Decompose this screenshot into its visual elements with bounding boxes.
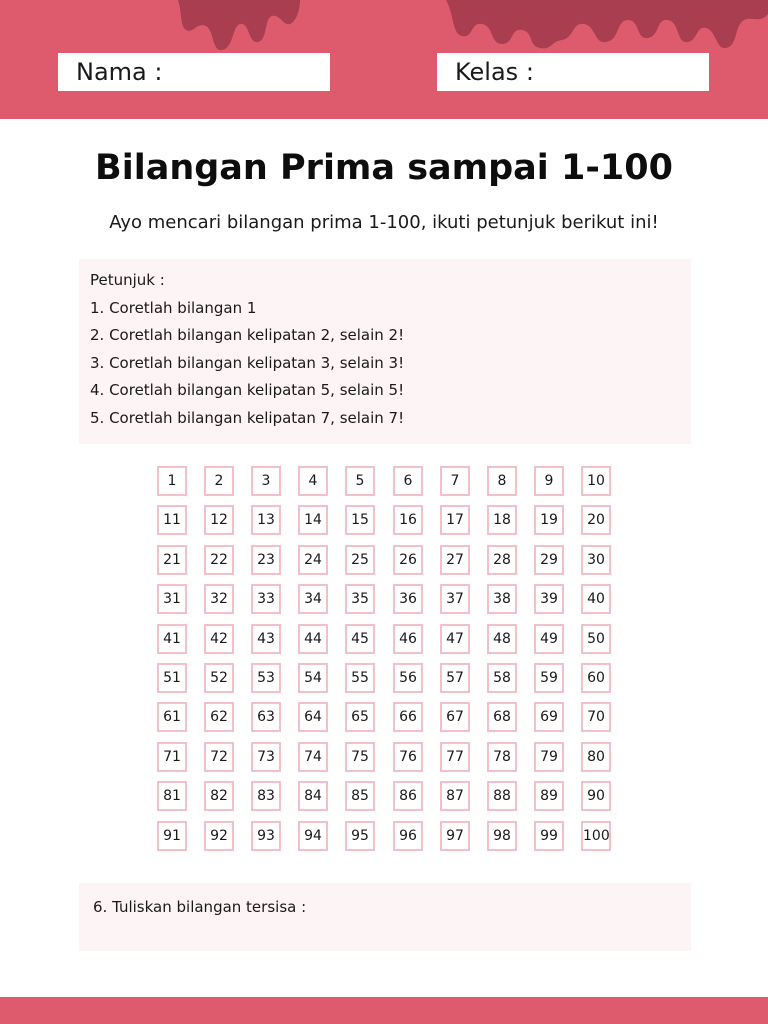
number-cell-80[interactable]: 80 — [581, 742, 611, 772]
number-cell-74[interactable]: 74 — [298, 742, 328, 772]
number-cell-69[interactable]: 69 — [534, 702, 564, 732]
number-cell-37[interactable]: 37 — [440, 584, 470, 614]
number-cell-83[interactable]: 83 — [251, 781, 281, 811]
number-cell-43[interactable]: 43 — [251, 624, 281, 654]
number-cell-15[interactable]: 15 — [345, 505, 375, 535]
number-cell-94[interactable]: 94 — [298, 821, 328, 851]
number-cell-5[interactable]: 5 — [345, 466, 375, 496]
number-cell-61[interactable]: 61 — [157, 702, 187, 732]
number-cell-64[interactable]: 64 — [298, 702, 328, 732]
number-cell-85[interactable]: 85 — [345, 781, 375, 811]
number-cell-67[interactable]: 67 — [440, 702, 470, 732]
number-cell-90[interactable]: 90 — [581, 781, 611, 811]
number-cell-33[interactable]: 33 — [251, 584, 281, 614]
number-cell-71[interactable]: 71 — [157, 742, 187, 772]
number-cell-54[interactable]: 54 — [298, 663, 328, 693]
number-cell-8[interactable]: 8 — [487, 466, 517, 496]
number-cell-63[interactable]: 63 — [251, 702, 281, 732]
number-cell-3[interactable]: 3 — [251, 466, 281, 496]
number-cell-95[interactable]: 95 — [345, 821, 375, 851]
number-cell-1[interactable]: 1 — [157, 466, 187, 496]
number-cell-70[interactable]: 70 — [581, 702, 611, 732]
number-cell-77[interactable]: 77 — [440, 742, 470, 772]
instructions-heading: Petunjuk : — [90, 271, 165, 289]
name-label: Nama : — [76, 58, 163, 86]
number-cell-68[interactable]: 68 — [487, 702, 517, 732]
instruction-item: 1. Coretlah bilangan 1 — [90, 298, 257, 317]
number-cell-30[interactable]: 30 — [581, 545, 611, 575]
number-cell-87[interactable]: 87 — [440, 781, 470, 811]
number-cell-88[interactable]: 88 — [487, 781, 517, 811]
number-cell-31[interactable]: 31 — [157, 584, 187, 614]
name-field[interactable] — [58, 53, 330, 91]
number-cell-34[interactable]: 34 — [298, 584, 328, 614]
number-cell-2[interactable]: 2 — [204, 466, 234, 496]
paint-drip-decoration — [0, 0, 768, 60]
number-cell-28[interactable]: 28 — [487, 545, 517, 575]
number-cell-29[interactable]: 29 — [534, 545, 564, 575]
number-cell-66[interactable]: 66 — [393, 702, 423, 732]
number-cell-48[interactable]: 48 — [487, 624, 517, 654]
number-cell-38[interactable]: 38 — [487, 584, 517, 614]
number-cell-10[interactable]: 10 — [581, 466, 611, 496]
number-cell-73[interactable]: 73 — [251, 742, 281, 772]
instruction-item: 2. Coretlah bilangan kelipatan 2, selain 2! — [90, 326, 405, 344]
number-cell-45[interactable]: 45 — [345, 624, 375, 654]
number-cell-40[interactable]: 40 — [581, 584, 611, 614]
number-cell-79[interactable]: 79 — [534, 742, 564, 772]
answer-panel[interactable] — [79, 883, 691, 951]
number-cell-25[interactable]: 25 — [345, 545, 375, 575]
number-cell-44[interactable]: 44 — [298, 624, 328, 654]
number-cell-76[interactable]: 76 — [393, 742, 423, 772]
number-cell-81[interactable]: 81 — [157, 781, 187, 811]
number-cell-4[interactable]: 4 — [298, 466, 328, 496]
number-cell-49[interactable]: 49 — [534, 624, 564, 654]
number-cell-51[interactable]: 51 — [157, 663, 187, 693]
number-cell-41[interactable]: 41 — [157, 624, 187, 654]
number-cell-53[interactable]: 53 — [251, 663, 281, 693]
number-cell-84[interactable]: 84 — [298, 781, 328, 811]
number-cell-20[interactable]: 20 — [581, 505, 611, 535]
page-subtitle: Ayo mencari bilangan prima 1-100, ikuti petunjuk berikut ini! — [109, 212, 659, 233]
number-cell-92[interactable]: 92 — [204, 821, 234, 851]
number-cell-60[interactable]: 60 — [581, 663, 611, 693]
number-cell-24[interactable]: 24 — [298, 545, 328, 575]
number-cell-62[interactable]: 62 — [204, 702, 234, 732]
number-cell-46[interactable]: 46 — [393, 624, 423, 654]
number-cell-82[interactable]: 82 — [204, 781, 234, 811]
number-cell-65[interactable]: 65 — [345, 702, 375, 732]
number-cell-16[interactable]: 16 — [393, 505, 423, 535]
number-cell-58[interactable]: 58 — [487, 663, 517, 693]
number-cell-21[interactable]: 21 — [157, 545, 187, 575]
number-cell-11[interactable]: 11 — [157, 505, 187, 535]
number-cell-100[interactable]: 100 — [581, 821, 611, 851]
number-cell-72[interactable]: 72 — [204, 742, 234, 772]
number-cell-23[interactable]: 23 — [251, 545, 281, 575]
number-cell-18[interactable]: 18 — [487, 505, 517, 535]
answer-prompt: 6. Tuliskan bilangan tersisa : — [93, 898, 307, 916]
number-cell-96[interactable]: 96 — [393, 821, 423, 851]
number-cell-17[interactable]: 17 — [440, 505, 470, 535]
number-cell-7[interactable]: 7 — [440, 466, 470, 496]
number-cell-59[interactable]: 59 — [534, 663, 564, 693]
instruction-item: 3. Coretlah bilangan kelipatan 3, selain 3! — [90, 353, 405, 372]
number-cell-27[interactable]: 27 — [440, 545, 470, 575]
number-cell-97[interactable]: 97 — [440, 821, 470, 851]
number-cell-22[interactable]: 22 — [204, 545, 234, 575]
header-banner — [0, 0, 768, 119]
class-field[interactable] — [437, 53, 709, 91]
number-cell-35[interactable]: 35 — [345, 584, 375, 614]
number-cell-32[interactable]: 32 — [204, 584, 234, 614]
number-cell-89[interactable]: 89 — [534, 781, 564, 811]
number-cell-36[interactable]: 36 — [393, 584, 423, 614]
footer-bar — [0, 997, 768, 1024]
number-cell-14[interactable]: 14 — [298, 505, 328, 535]
number-cell-75[interactable]: 75 — [345, 742, 375, 772]
number-cell-93[interactable]: 93 — [251, 821, 281, 851]
number-cell-39[interactable]: 39 — [534, 584, 564, 614]
page-title: Bilangan Prima sampai 1-100 — [95, 148, 673, 188]
number-cell-12[interactable]: 12 — [204, 505, 234, 535]
instructions-panel — [79, 259, 691, 444]
instruction-item: 4. Coretlah bilangan kelipatan 5, selain 5! — [90, 381, 405, 399]
number-cell-50[interactable]: 50 — [581, 624, 611, 654]
number-cell-57[interactable]: 57 — [440, 663, 470, 693]
number-cell-78[interactable]: 78 — [487, 742, 517, 772]
number-cell-47[interactable]: 47 — [440, 624, 470, 654]
instruction-item: 5. Coretlah bilangan kelipatan 7, selain 7! — [90, 408, 405, 427]
number-cell-99[interactable]: 99 — [534, 821, 564, 851]
number-cell-9[interactable]: 9 — [534, 466, 564, 496]
number-cell-19[interactable]: 19 — [534, 505, 564, 535]
number-cell-86[interactable]: 86 — [393, 781, 423, 811]
number-cell-98[interactable]: 98 — [487, 821, 517, 851]
number-cell-6[interactable]: 6 — [393, 466, 423, 496]
number-cell-55[interactable]: 55 — [345, 663, 375, 693]
number-cell-26[interactable]: 26 — [393, 545, 423, 575]
number-cell-13[interactable]: 13 — [251, 505, 281, 535]
class-label: Kelas : — [455, 58, 534, 86]
number-cell-91[interactable]: 91 — [157, 821, 187, 851]
number-cell-52[interactable]: 52 — [204, 663, 234, 693]
number-cell-56[interactable]: 56 — [393, 663, 423, 693]
number-cell-42[interactable]: 42 — [204, 624, 234, 654]
